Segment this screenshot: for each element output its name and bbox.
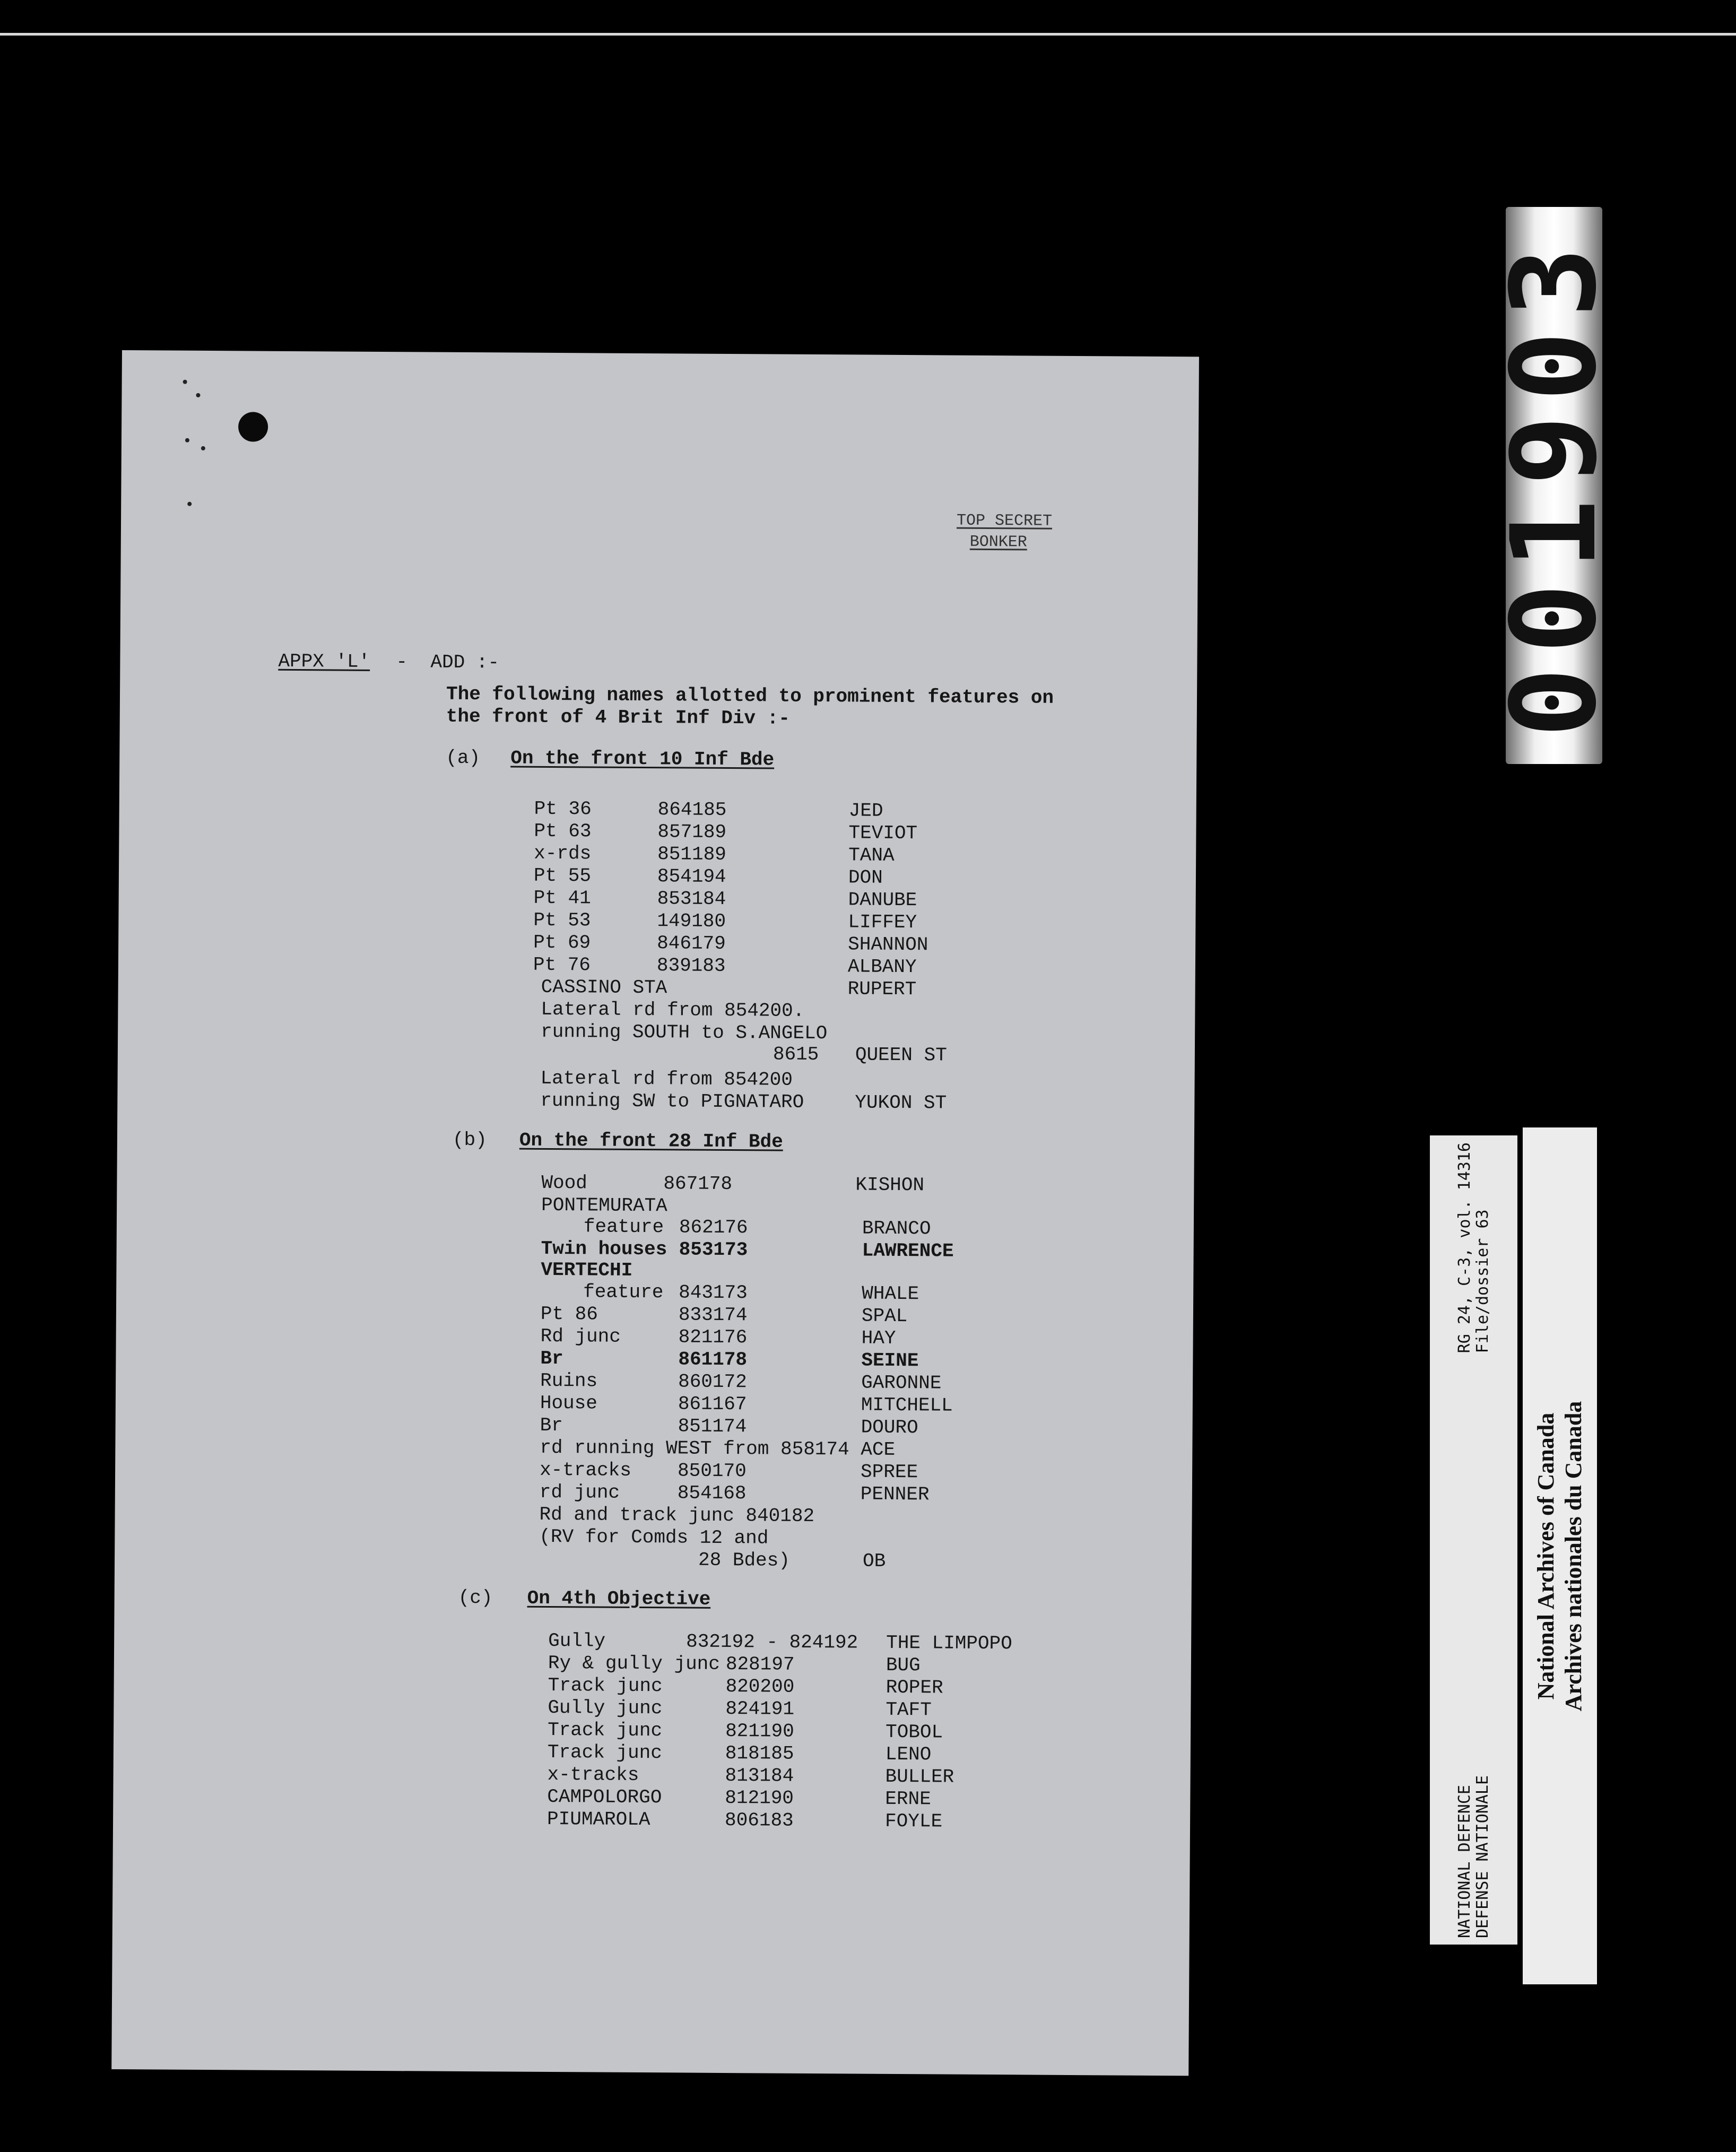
grid-ref-cell: 813184 <box>725 1764 794 1787</box>
rv-line-1: Rd and track junc 840182 <box>539 1503 815 1528</box>
grid-ref-cell: 812190 <box>725 1786 794 1809</box>
film-edge-rule <box>0 33 1736 36</box>
grid-ref-cell: 864185 <box>657 799 727 821</box>
codename-cell: TEVIOT <box>848 822 918 845</box>
section-a-title: On the front 10 Inf Bde <box>510 747 775 771</box>
grid-ref-cell: 820200 <box>725 1675 795 1698</box>
feature-cell: Track junc <box>548 1674 663 1697</box>
codename-cell: JED <box>848 800 883 822</box>
feature-cell: CASSINO STA <box>541 976 667 999</box>
feature-cell: Gully <box>548 1629 606 1652</box>
grid-ref-cell: 846179 <box>657 932 726 954</box>
grid-ref-cell: 839183 <box>656 954 726 977</box>
defence-line-1: NATIONAL DEFENCE <box>1455 1784 1474 1938</box>
grid-ref-cell: 861178 <box>678 1348 748 1371</box>
grid-ref-cell: 843173 <box>679 1281 748 1304</box>
intro-dash: - <box>396 651 408 673</box>
intro-line-2: the front of 4 Brit Inf Div :- <box>446 705 791 730</box>
feature-cell: Pt 36 <box>534 797 592 820</box>
codename-cell: BUG <box>886 1654 921 1677</box>
grid-ref-cell: 149180 <box>657 910 726 932</box>
codename-cell: TAFT <box>886 1698 932 1721</box>
feature-cell: Pt 63 <box>534 820 592 843</box>
feature-cell: Rd junc <box>540 1325 621 1348</box>
feature-cell: Track junc <box>547 1741 663 1764</box>
feature-cell: x-tracks <box>547 1763 639 1786</box>
lateral-road-1-line-1: Lateral rd from 854200. <box>541 998 805 1022</box>
grid-ref-cell: 8615 <box>772 1043 819 1066</box>
codename-cell: SPREE <box>860 1461 918 1483</box>
defence-line-2: DEFENSE NATIONALE <box>1473 1775 1492 1938</box>
grid-ref-cell: 850170 <box>677 1460 747 1482</box>
codename-cell: TOBOL <box>885 1721 943 1743</box>
national-defence-label <box>1430 1135 1517 1945</box>
codename-cell: HAY <box>861 1327 896 1349</box>
codename-cell: GARONNE <box>861 1372 942 1394</box>
feature-heading: VERTECHI <box>541 1259 633 1281</box>
rv-line-3: 28 Bdes) <box>698 1549 791 1572</box>
frame-number: 001903 <box>1486 233 1622 738</box>
section-a-marker: (a) <box>446 747 481 769</box>
archives-line-1: National Archives of Canada <box>1533 1412 1559 1699</box>
feature-cell: Br <box>540 1347 563 1370</box>
grid-ref-cell: 832192 - 824192 <box>686 1630 858 1654</box>
grid-ref-cell: 853184 <box>657 888 726 910</box>
grid-ref-cell: 833174 <box>678 1304 748 1326</box>
lateral-road-2-line-2: running SW to PIGNATARO <box>540 1089 804 1113</box>
intro-line-1: The following names allotted to prominent features on <box>446 683 1054 709</box>
codename-cell: ACE <box>861 1438 896 1461</box>
codename-cell: ALBANY <box>847 956 917 978</box>
feature-cell: x-rds <box>534 842 592 865</box>
grid-ref-cell: 824191 <box>725 1697 795 1720</box>
codename-cell: FOYLE <box>884 1810 943 1833</box>
grid-ref-cell: 860172 <box>678 1370 747 1393</box>
codename-cell: DON <box>848 866 883 889</box>
codename-cell: PENNER <box>860 1483 930 1506</box>
feature-cell: feature <box>583 1281 664 1304</box>
section-c-title: On 4th Objective <box>527 1587 711 1610</box>
grid-ref-cell: 818185 <box>725 1742 794 1765</box>
feature-cell: Wood <box>541 1172 587 1194</box>
codename-cell: SEINE <box>861 1349 919 1372</box>
speck <box>185 438 189 442</box>
feature-cell: Track junc <box>548 1719 663 1742</box>
file-dossier-ref: File/dossier 63 <box>1473 1209 1492 1353</box>
punch-hole <box>238 412 268 441</box>
feature-cell: Pt 69 <box>533 931 591 954</box>
codename-cell: BRANCO <box>862 1217 931 1240</box>
road-west-text: rd running WEST from 858174 <box>540 1436 849 1461</box>
archives-line-2: Archives nationales du Canada <box>1560 1401 1586 1711</box>
feature-heading: PONTEMURATA <box>541 1194 667 1217</box>
grid-ref-cell: 857189 <box>657 821 727 843</box>
grid-ref-cell: 853173 <box>679 1238 748 1261</box>
codename-cell: KISHON <box>855 1174 925 1196</box>
record-group-ref: RG 24, C-3, vol. 14316 <box>1455 1142 1474 1353</box>
grid-ref-cell: 828197 <box>725 1653 795 1676</box>
feature-cell: Pt 53 <box>533 909 591 932</box>
rv-line-2: (RV for Comds 12 and <box>539 1525 769 1549</box>
grid-ref-cell: 851189 <box>657 843 726 865</box>
speck <box>183 380 187 384</box>
codename-cell: SHANNON <box>848 933 928 956</box>
lateral-road-2-line-1: Lateral rd from 854200 <box>540 1067 793 1091</box>
grid-ref-cell: 854194 <box>657 865 726 888</box>
grid-ref-cell: 867178 <box>663 1173 733 1195</box>
feature-cell: x-tracks <box>539 1459 632 1481</box>
codename-cell: ROPER <box>886 1676 943 1699</box>
feature-cell: Ruins <box>540 1369 598 1392</box>
codename-cell: LIFFEY <box>848 911 917 934</box>
feature-cell: feature <box>583 1216 664 1238</box>
codename-cell: YUKON ST <box>855 1091 947 1114</box>
feature-cell: Gully junc <box>548 1696 663 1720</box>
feature-cell: Pt 41 <box>533 887 591 909</box>
feature-cell: Ry & gully junc <box>548 1652 721 1675</box>
speck <box>201 446 205 450</box>
lateral-road-1-line-2: running SOUTH to S.ANGELO <box>541 1020 828 1045</box>
codename-cell: BULLER <box>885 1765 954 1788</box>
codename-cell: WHALE <box>862 1282 919 1305</box>
feature-cell: Br <box>540 1414 563 1437</box>
codename-cell: DOURO <box>861 1416 918 1439</box>
feature-cell: CAMPOLORGO <box>547 1785 662 1809</box>
feature-cell: House <box>540 1392 598 1415</box>
grid-ref-cell: 854168 <box>677 1482 747 1505</box>
intro-action: ADD :- <box>430 651 500 674</box>
speck <box>187 502 192 506</box>
classification-stamp: TOP SECRET <box>956 511 1053 531</box>
feature-cell: Pt 86 <box>540 1303 598 1325</box>
grid-ref-cell: 862176 <box>679 1216 748 1239</box>
codename-cell: RUPERT <box>847 978 917 1001</box>
section-b-marker: (b) <box>452 1129 487 1151</box>
speck <box>196 393 200 397</box>
national-archives-label <box>1523 1127 1597 1984</box>
codename-cell: ERNE <box>885 1787 931 1810</box>
section-b-title: On the front 28 Inf Bde <box>519 1129 783 1153</box>
section-c-marker: (c) <box>458 1586 493 1609</box>
codename-cell: DANUBE <box>848 889 917 912</box>
feature-cell: PIUMAROLA <box>546 1808 650 1831</box>
codename-cell: OB <box>862 1550 886 1572</box>
grid-ref-cell: 806183 <box>724 1809 794 1832</box>
grid-ref-cell: 821176 <box>678 1326 748 1349</box>
codename-cell: TANA <box>848 844 895 866</box>
feature-cell: rd junc <box>539 1481 620 1504</box>
codeword-stamp: BONKER <box>969 533 1027 552</box>
feature-cell: Twin houses <box>541 1237 667 1261</box>
feature-cell: Pt 55 <box>533 864 592 887</box>
grid-ref-cell: 821190 <box>725 1720 794 1742</box>
codename-cell: LAWRENCE <box>862 1239 954 1262</box>
codename-cell: THE LIMPOPO <box>886 1632 1012 1655</box>
frame-number-strip <box>1486 207 1622 764</box>
grid-ref-cell: 851174 <box>678 1415 747 1438</box>
codename-cell: QUEEN ST <box>855 1044 947 1066</box>
appendix-ref: APPX 'L' <box>278 650 370 673</box>
codename-cell: LENO <box>885 1743 932 1766</box>
document-page <box>111 350 1199 2076</box>
codename-cell: SPAL <box>861 1305 908 1327</box>
feature-cell: Pt 76 <box>533 953 591 976</box>
grid-ref-cell: 861167 <box>678 1393 747 1416</box>
codename-cell: MITCHELL <box>861 1394 953 1417</box>
